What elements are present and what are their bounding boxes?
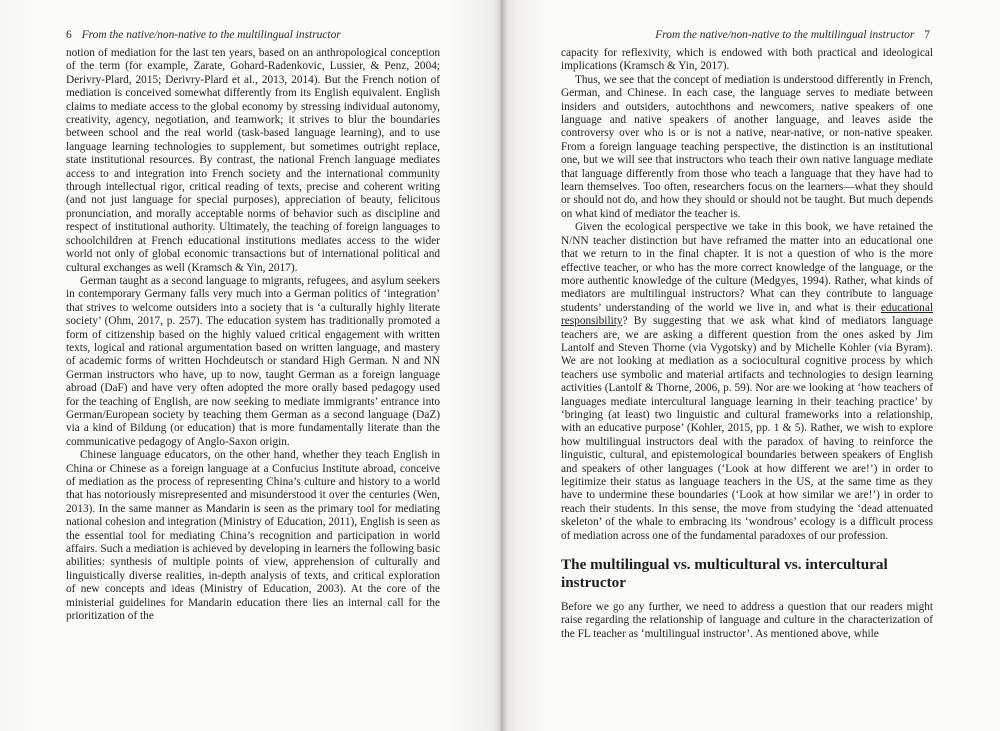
left-page-number: 6 [66, 29, 72, 41]
right-paragraph-3-start: Given the ecological perspective we take in this book, we have retained the N/NN teacher distinction but have reframed the matter into an educational one that we return to in the final chapter. It is not a question of who is the more effective teacher, or who has the more correct knowledge of the language, or the more authentic knowledge of the culture (Medgyes, 1994). Rather, what kinds of mediators are multilingual instructors? What can they contribute to language students’ understanding of the world we live in, and what is their [561, 221, 933, 314]
right-paragraph-3 [561, 221, 933, 543]
right-body-text [561, 47, 933, 641]
right-running-head-title: From the native/non-native to the multilingual instructor [655, 29, 915, 41]
left-running-head [66, 29, 341, 41]
section-heading: The multilingual vs. multicultural vs. intercultural instructor [561, 556, 888, 591]
right-paragraph-2: Thus, we see that the concept of mediation is understood differently in French, German, and Chinese. In each case, the language serves to mediate between insiders and outsiders, autochthons and newcomers, native speakers of one language and native speakers of another language, and leaves aside the controversy over who is or is not a native, near-native, or non-native speaker. From a foreign language teaching perspective, the distinction is an institutional one, but we will see that instructors who teach their own native language mediate that language differently from those who teach a language that they have had to learn themselves. Too often, researchers focus on the learners—what they should or should not do, and how they should or should not be taught. But much depends on what kind of mediator the teacher is. [561, 73, 933, 220]
left-running-head-title: From the native/non-native to the multilingual instructor [81, 29, 341, 41]
right-page-number: 7 [924, 29, 930, 41]
left-paragraph-1: notion of mediation for the last ten years, based on an anthropological conception of the term (for example, Zarate, Gohard-Radenkovic, Lussier, & Penz, 2004; Derivry-Plard, 2015; Derivry-Plard et al., 2013, 2014). But the French notion of mediation is conceived somewhat differently from its English equivalent. English claims to mediate access to the global economy by stressing individual autonomy, creativity, agency, negotiation, and teamwork; it strives to blur the boundaries between school and the real world (task-based language learning), and to use language learning technologies to supplement, but sometimes outright replace, state institutional resources. By contrast, the national French language mediates access to and integration into French society and the international community through intellectual rigor, critical reading of texts, precise and coherent writing (and not just language for special purposes), appreciation of beauty, felicitous pronunciation, and morally acceptable norms of behavior such as discipline and respect of institutional authority. Ultimately, the teaching of foreign languages to schoolchildren at French educational institutions mediates access to the wider world not only of global economic transactions but of international political and cultural exchanges as well (Kramsch & Yin, 2017). [66, 47, 440, 274]
left-paragraph-3: Chinese language educators, on the other hand, whether they teach English in China or Chinese as a foreign language at a Confucius Institute abroad, conceive of mediation as the process of representing China’s culture and history to a world that has notoriously misrepresented and misunderstood it over the centuries (Wen, 2013). In the same manner as Mandarin is seen as the primary tool for mediating national cohesion and integration (Ministry of Education, 2011), English is seen as the essential tool for mediating China’s recognition and participation in world affairs. Such a mediation is achieved by developing in learners the following basic abilities: synthesis of multiple points of view, apprehension of culturally and linguistically diverse realities, in-depth analysis of texts, and critical exploration of new concepts and ideas (Ministry of Education, 2003). At the core of the ministerial guidelines for Mandarin education there lies an internal call for the prioritization of the [66, 449, 440, 623]
educational-responsibility-underlined: educational responsibility [561, 301, 933, 328]
right-running-head [655, 29, 930, 41]
right-paragraph-3-end: ? By suggesting that we ask what kind of mediators language teachers are, we are asking a different question from the ones asked by Jim Lantolf and Steven Thorne (via Vygotsky) and by Michelle Kohler (via Byram). We are not looking at mediation as a sociocultural cognitive process by which teachers use symbolic and material artifacts and technologies to design learning activities (Lantolf & Thorne, 2006, p. 59). Nor are we looking at ‘how teachers of languages mediate intercultural language learning in their teaching practice’ by ‘bringing (at least) two linguistic and cultural frameworks into a relationship, with an educative purpose’ (Kohler, 2015, pp. 1 & 5). Rather, we wish to explore how multilingual instructors deal with the paradox of having to reinforce the linguistic, cultural, and epistemological boundaries between speakers of English and speakers of other languages (‘Look at how different we are!’) in order to legitimize their status as language teachers in the US, at the same time as they have to undermine these boundaries (‘Look at how similar we are!’) in order to reach their students. In this sense, the move from studying the ‘dead attenuated skeleton’ of the whale to embracing its ‘wondrous’ ecology is a difficult process of mediation across one of the fundamental paradoxes of our profession. [561, 315, 933, 542]
left-paragraph-2: German taught as a second language to migrants, refugees, and asylum seekers in contemporary Germany falls very much into a German politics of ‘integration’ that strives to welcome outsiders into a society that is ‘a culturally highly literate society’ (Ohm, 2017, p. 257). The education system has traditionally promoted a form of citizenship based on the highly valued critical engagement with written texts, logical and rational argumentation based on written language, and mastery of academic forms of written Hochdeutsch or standard High German. N and NN German instructors who have, up to now, taught German as a foreign language abroad (DaF) and have very often adopted the more orally based pedagogy used for the teaching of English, are now seeking to mediate immigrants’ entrance into German/European society by teaching them German as a second language (DaZ) via a kind of Bildung (or education) that is more fundamentally literate than the communicative pedagogy of Anglo-Saxon origin. [66, 274, 440, 448]
left-body-text [66, 47, 440, 623]
right-paragraph-1: capacity for reflexivity, which is endowed with both practical and ideological implications (Kramsch & Yin, 2017). [561, 47, 933, 73]
book-gutter-shadow [494, 0, 508, 731]
right-paragraph-4: Before we go any further, we need to address a question that our readers might raise regarding the relationship of language and culture in the characterization of the FL teacher as ‘multilingual instructor’. As mentioned above, while [561, 601, 933, 640]
